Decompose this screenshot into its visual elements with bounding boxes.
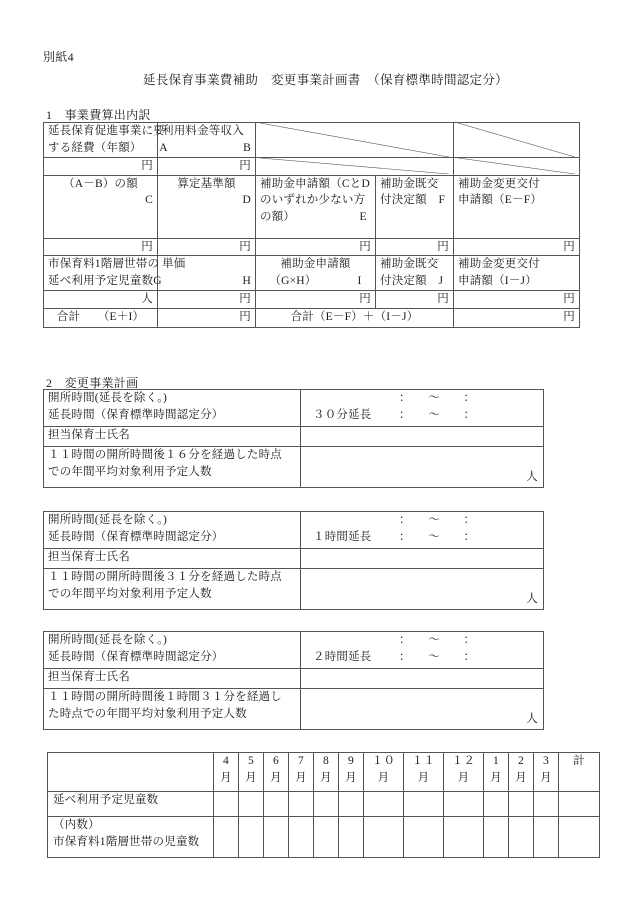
table-row [44,309,580,328]
unitprice-h-line1: 単価 [162,258,186,271]
cell-month-corner [48,753,214,792]
cell-avg-label [44,689,301,730]
avg-label-line1: １１時間の開所時間後１時間３１分を経過し [48,691,282,703]
unit-yen: 円 [239,240,251,253]
document-reference: 別紙4 [43,50,74,64]
change-ef-line2: 申請額（E－F） [458,194,543,207]
cell-subsidy-granted-j [376,256,454,291]
granted-j-line1: 補助金既交 [380,258,439,271]
staff-name-label: 担当保育士氏名 [48,551,130,563]
table-row-header [48,753,600,792]
income-b-line1: 利用料金等収入 [162,125,244,137]
income-b-line2: B [243,141,251,154]
cell-unitprice-h-unit [158,291,256,309]
extension-value: １時間延長 [313,530,372,543]
extension-hours-row [305,407,539,424]
table-row [44,390,544,427]
cell-row-label [48,792,214,817]
unit-yen: 円 [141,160,153,172]
standard-d-line2: D [242,194,251,207]
open-hours-row [305,390,539,407]
cell-month-value[interactable] [534,817,559,858]
cell-month-header-1 [214,753,239,792]
cell-month-value[interactable] [339,792,364,817]
avg-label-line2: での年間平均対象利用予定人数 [48,587,212,600]
table-row [44,123,580,158]
cell-staff-label [44,669,301,689]
blank-diagonal-cell-1 [256,123,454,158]
month-number: 8 [323,755,329,767]
total-ei-label: 合計 （E＋I） [56,311,145,324]
table-row [48,817,600,858]
cell-month-value[interactable] [534,792,559,817]
cell-month-value[interactable] [444,792,484,817]
unitprice-h-line2: H [242,275,251,288]
cell-month-header-6 [339,753,364,792]
cell-standard-d-unit [158,238,256,256]
cell-month-value[interactable] [484,817,509,858]
unit-yen: 円 [141,240,153,253]
cell-month-value[interactable] [239,817,264,858]
table-row [44,256,580,291]
cell-month-value[interactable] [339,817,364,858]
blank-diagonal-cell-3 [256,158,454,176]
table-row [44,175,580,238]
standard-d-line1: 算定基準額 [177,177,236,190]
table-row [44,512,544,549]
cell-month-header-3 [264,753,289,792]
unit-yen: 円 [239,293,251,306]
row-label-line2: 市保育料1階層世帯の児童数 [53,835,200,848]
cell-hours-values [301,390,544,427]
open-hours-row [305,632,539,649]
open-hours-label: 開所時間(延長を除く。) [48,634,168,646]
cell-hours-labels [44,390,301,427]
cell-month-header-4 [289,753,314,792]
plan-table-1hour [43,511,544,610]
month-suffix: 月 [345,771,357,784]
unit-yen: 円 [563,240,575,253]
staff-name-label: 担当保育士氏名 [48,671,130,683]
subsidy-e-line3: の額） E [260,211,367,224]
cell-staff-input[interactable] [301,427,544,447]
cell-subsidy-i-unit [256,291,376,309]
section2-heading: 2 変更事業計画 [46,376,139,390]
monthly-children-table [47,752,600,858]
expense-a-line1: 延長保育促進事業に要 [48,125,165,137]
month-suffix: 月 [270,771,282,784]
cell-subsidy-change-ij [454,256,580,291]
month-suffix: 月 [245,771,257,784]
month-number: 1 [493,755,499,767]
month-number: 9 [348,755,354,767]
total-change-label: 合計（E－F）＋（I－J） [290,311,419,324]
cell-month-value[interactable] [404,817,444,858]
month-suffix: 月 [417,771,430,784]
cell-total-ei-label [44,309,158,328]
open-hours-label: 開所時間(延長を除く。) [48,392,168,404]
cell-month-header-8 [404,753,444,792]
unit-people: 人 [526,593,538,606]
open-hours-slot[interactable]: ： ～ ： [399,634,476,646]
month-number: 3 [543,755,549,767]
cell-month-value[interactable] [289,817,314,858]
month-number: 6 [273,755,279,767]
cell-month-value[interactable] [509,792,534,817]
unit-yen: 円 [239,160,251,172]
cell-month-header-10 [484,753,509,792]
cell-unitprice-h [158,256,256,291]
cell-row-label [48,817,214,858]
cell-avg-input[interactable] [301,447,544,488]
amount-c-line2: C [145,194,153,207]
cell-children-g-unit [44,291,158,309]
diagonal-strike-icon [458,123,575,157]
cell-month-value[interactable] [289,792,314,817]
table-row [44,291,580,309]
month-number: １２ [451,755,476,767]
children-g-line1: 市保育料1階層世帯の [48,258,160,271]
cell-month-header-5 [314,753,339,792]
cell-subsidy-request-e [256,175,376,238]
cell-month-value[interactable] [264,817,289,858]
cell-children-g [44,256,162,291]
table-row [44,447,544,488]
cell-month-value[interactable] [314,792,339,817]
unit-people: 人 [526,471,538,484]
granted-f-line1: 補助金既交 [380,177,439,190]
extension-hours-label: 延長時間（保育標準時間認定分） [48,650,224,663]
month-suffix: 月 [220,771,232,784]
table-row [44,158,580,176]
open-hours-row [305,512,539,529]
unit-yen: 円 [359,293,371,306]
extension-hours-slot[interactable]: ： ～ ： [399,530,476,543]
cell-total-header [559,753,600,792]
plan-table-2hour [43,631,544,730]
month-number: 4 [223,755,229,767]
change-ij-line2: 申請額（I－J） [458,275,537,288]
cell-total-change-label [256,309,454,328]
cell-month-header-7 [364,753,404,792]
row-label-line1: 延べ利用予定児童数 [53,794,159,806]
cell-staff-label [44,427,301,447]
diagonal-strike-icon [260,158,449,174]
unit-people: 人 [141,293,153,306]
cell-avg-input[interactable] [301,689,544,730]
open-hours-slot[interactable]: ： ～ ： [399,514,476,526]
total-header-label: 計 [573,755,585,767]
amount-c-line1: （A－B）の額 [63,177,138,190]
cell-staff-input[interactable] [301,669,544,689]
extension-hours-slot[interactable]: ： ～ ： [399,408,476,421]
blank-diagonal-cell-4 [454,158,580,176]
cell-month-value[interactable] [404,792,444,817]
cell-granted-f-unit [376,238,454,256]
table-row [44,689,544,730]
month-number: 7 [298,755,304,767]
expense-a-line2: する経費（年額） A [48,141,168,154]
table-row [44,569,544,610]
cell-month-header-9 [444,753,484,792]
table-row [44,427,544,447]
blank-diagonal-cell-2 [454,123,580,158]
cell-expense-a-unit [44,158,158,176]
cell-change-ef-unit [454,238,580,256]
cell-month-header-11 [509,753,534,792]
subsidy-e-line1: 補助金申請額（CとD [260,177,370,190]
avg-label-line1: １１時間の開所時間後３１分を経過した時点 [48,571,282,583]
cell-total-ei-value [158,309,256,328]
cell-income-b [158,123,256,158]
cell-month-header-2 [239,753,264,792]
cell-staff-input[interactable] [301,549,544,569]
avg-label-line2: での年間平均対象利用予定人数 [48,465,212,478]
table-row [44,549,544,569]
month-suffix: 月 [540,771,552,784]
cell-subsidy-change-ef [454,175,580,238]
unit-yen: 円 [239,311,251,324]
unit-yen: 円 [437,240,449,253]
diagonal-strike-icon [260,123,449,157]
cell-month-value[interactable] [264,792,289,817]
month-number: １０ [371,755,396,767]
unit-yen: 円 [563,293,575,306]
cell-total-change-value [454,309,580,328]
extension-value: ２時間延長 [313,650,372,663]
cell-standard-d [158,175,256,238]
cell-amount-c-unit [44,238,158,256]
table-row [48,792,600,817]
month-suffix: 月 [377,771,390,784]
cell-amount-c [44,175,158,238]
extension-hours-row [305,649,539,666]
cell-month-value[interactable] [559,817,600,858]
change-ij-line1: 補助金変更交付 [458,258,540,271]
granted-f-line2: 付決定額 F [380,194,446,207]
month-number: 2 [518,755,524,767]
cell-month-value[interactable] [314,817,339,858]
cell-expense-a [44,123,168,158]
cell-income-b-unit [158,158,256,176]
subsidy-i-line2: （G×H） I [269,275,362,288]
unit-yen: 円 [563,311,575,324]
cell-hours-labels [44,512,301,549]
subsidy-e-line2: のいずれか少ない方 [260,194,366,207]
month-suffix: 月 [515,771,527,784]
month-number: １１ [411,755,436,767]
extension-hours-label: 延長時間（保育標準時間認定分） [48,408,224,421]
cell-avg-label [44,447,301,488]
section1-heading: 1 事業費算出内訳 [46,108,151,122]
cell-staff-label [44,549,301,569]
table-row [44,632,544,669]
cell-subsidy-request-i [256,256,376,291]
cell-subsidy-e-unit [256,238,376,256]
document-title: 延長保育事業費補助 変更事業計画書 （保育標準時間認定分） [143,73,508,87]
month-suffix: 月 [320,771,332,784]
cell-avg-label [44,569,301,610]
diagonal-strike-icon [458,158,575,174]
plan-table-30min [43,389,544,488]
cell-subsidy-granted-f [376,175,454,238]
table-row [44,238,580,256]
avg-label-line1: １１時間の開所時間後１６分を経過した時点 [48,449,282,461]
unit-people: 人 [526,713,538,726]
cell-month-value[interactable] [484,792,509,817]
change-ef-line1: 補助金変更交付 [458,177,540,190]
open-hours-blank [313,512,399,529]
staff-name-label: 担当保育士氏名 [48,429,130,441]
open-hours-blank [313,632,399,649]
cell-hours-labels [44,632,301,669]
extension-hours-label: 延長時間（保育標準時間認定分） [48,530,224,543]
avg-label-line2: た時点での年間平均対象利用予定人数 [48,707,247,720]
cell-change-ij-unit [454,291,580,309]
cell-month-value[interactable] [214,792,239,817]
extension-hours-row [305,529,539,546]
cell-hours-values [301,632,544,669]
month-suffix: 月 [457,771,470,784]
open-hours-blank [313,390,399,407]
extension-value: ３０分延長 [313,408,372,421]
unit-yen: 円 [437,293,449,306]
unit-yen: 円 [359,240,371,253]
cell-granted-j-unit [376,291,454,309]
row-label-line1: （内数） [53,819,100,831]
cell-hours-values [301,512,544,549]
cell-month-value[interactable] [444,817,484,858]
children-g-line2: 延べ利用予定児童数G [48,275,162,288]
extension-hours-slot[interactable]: ： ～ ： [399,650,476,663]
cell-month-header-12 [534,753,559,792]
cell-month-value[interactable] [509,817,534,858]
cell-month-value[interactable] [559,792,600,817]
table-row [44,669,544,689]
cell-month-value[interactable] [364,792,404,817]
cell-month-value[interactable] [364,817,404,858]
month-suffix: 月 [490,771,502,784]
cell-month-value[interactable] [214,817,239,858]
open-hours-slot[interactable]: ： ～ ： [399,392,476,404]
open-hours-label: 開所時間(延長を除く。) [48,514,168,526]
granted-j-line2: 付決定額 J [380,275,444,288]
subsidy-i-line1: 補助金申請額 [280,258,351,271]
month-number: 5 [248,755,254,767]
cost-breakdown-table [43,122,580,328]
cell-avg-input[interactable] [301,569,544,610]
month-suffix: 月 [295,771,307,784]
cell-month-value[interactable] [239,792,264,817]
